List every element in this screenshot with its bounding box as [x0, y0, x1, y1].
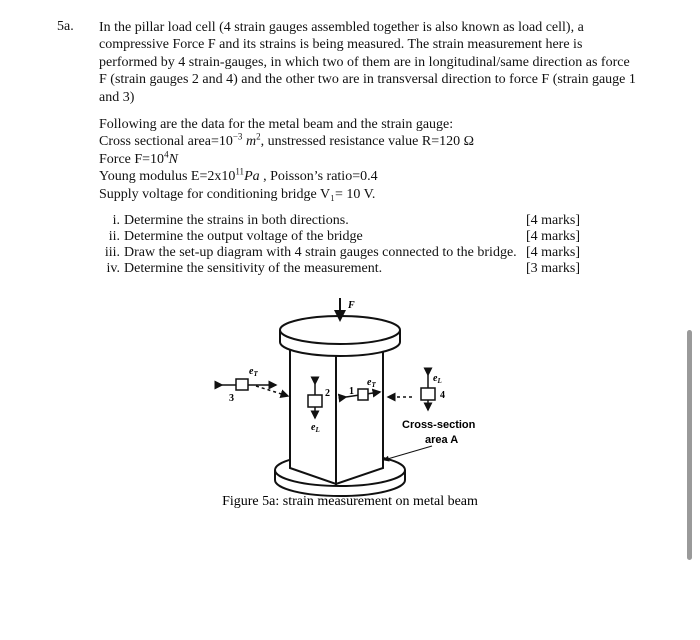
- eT-label: $e_T$: [367, 377, 376, 389]
- task-item: iv. Determine the sensitivity of the measurement. [3 marks]: [106, 261, 581, 276]
- area-label: area A: [425, 434, 459, 446]
- cross-section-label: Cross-section: [402, 419, 476, 431]
- intro-line: compressive Force F and its strains is being measured. The strain measurement here is: [99, 37, 583, 53]
- area-line: Cross sectional $area=10^{-3}$ $m^2$, unstressed resistance value R=120 Ω: [99, 131, 475, 150]
- task-item: i. Determine the strains in both directions. [4 marks]: [112, 213, 581, 228]
- scrollbar[interactable]: [687, 330, 692, 560]
- cross-section-pointer: [384, 446, 432, 460]
- intro-line: F (strain gauges 2 and 4) and the other two are in transversal direction to force F (strain gauge 1: [99, 72, 636, 88]
- force-line: Force $F=10^4N$: [99, 149, 178, 167]
- eT-label: $e_T$: [249, 366, 258, 378]
- top-disc: [280, 316, 400, 344]
- pillar-left-face: [290, 340, 336, 484]
- task-item: ii. Determine the output voltage of the bridge [4 marks]: [108, 229, 581, 244]
- gauge-label-3: 3: [229, 393, 234, 404]
- strain-gauge-4: [388, 375, 435, 410]
- intro-line: performed by 4 strain-gauges, in which two of them are in longitudinal/same direction as force: [99, 54, 630, 70]
- intro-line: and 3): [99, 89, 135, 105]
- supply-line: Supply voltage for conditioning bridge V₁= 10 V.: [99, 186, 376, 202]
- intro-line: In the pillar load cell (4 strain gauges assembled together is also known as load cell), a: [99, 20, 584, 35]
- data-heading: Following are the data for the metal beam and the strain gauge:: [99, 117, 454, 132]
- task-item: iii. Draw the set-up diagram with 4 strain gauges connected to the bridge. [4 marks]: [104, 245, 581, 260]
- eL-label: $e_L$: [433, 373, 442, 385]
- force-label: F: [348, 300, 355, 311]
- gauge-label-1: 1: [349, 386, 354, 397]
- young-line: Young modulus $E=2x10^{11}Pa$ , Poisson’s ratio=0.4: [99, 166, 378, 185]
- figure-caption: Figure 5a: strain measurement on metal beam: [222, 494, 478, 509]
- gauge-label-2: 2: [325, 388, 330, 399]
- gauge-label-4: 4: [440, 390, 445, 401]
- pillar-right-face: [336, 340, 383, 484]
- eL-label: $e_L$: [311, 422, 320, 434]
- question-number: 5a.: [57, 19, 74, 34]
